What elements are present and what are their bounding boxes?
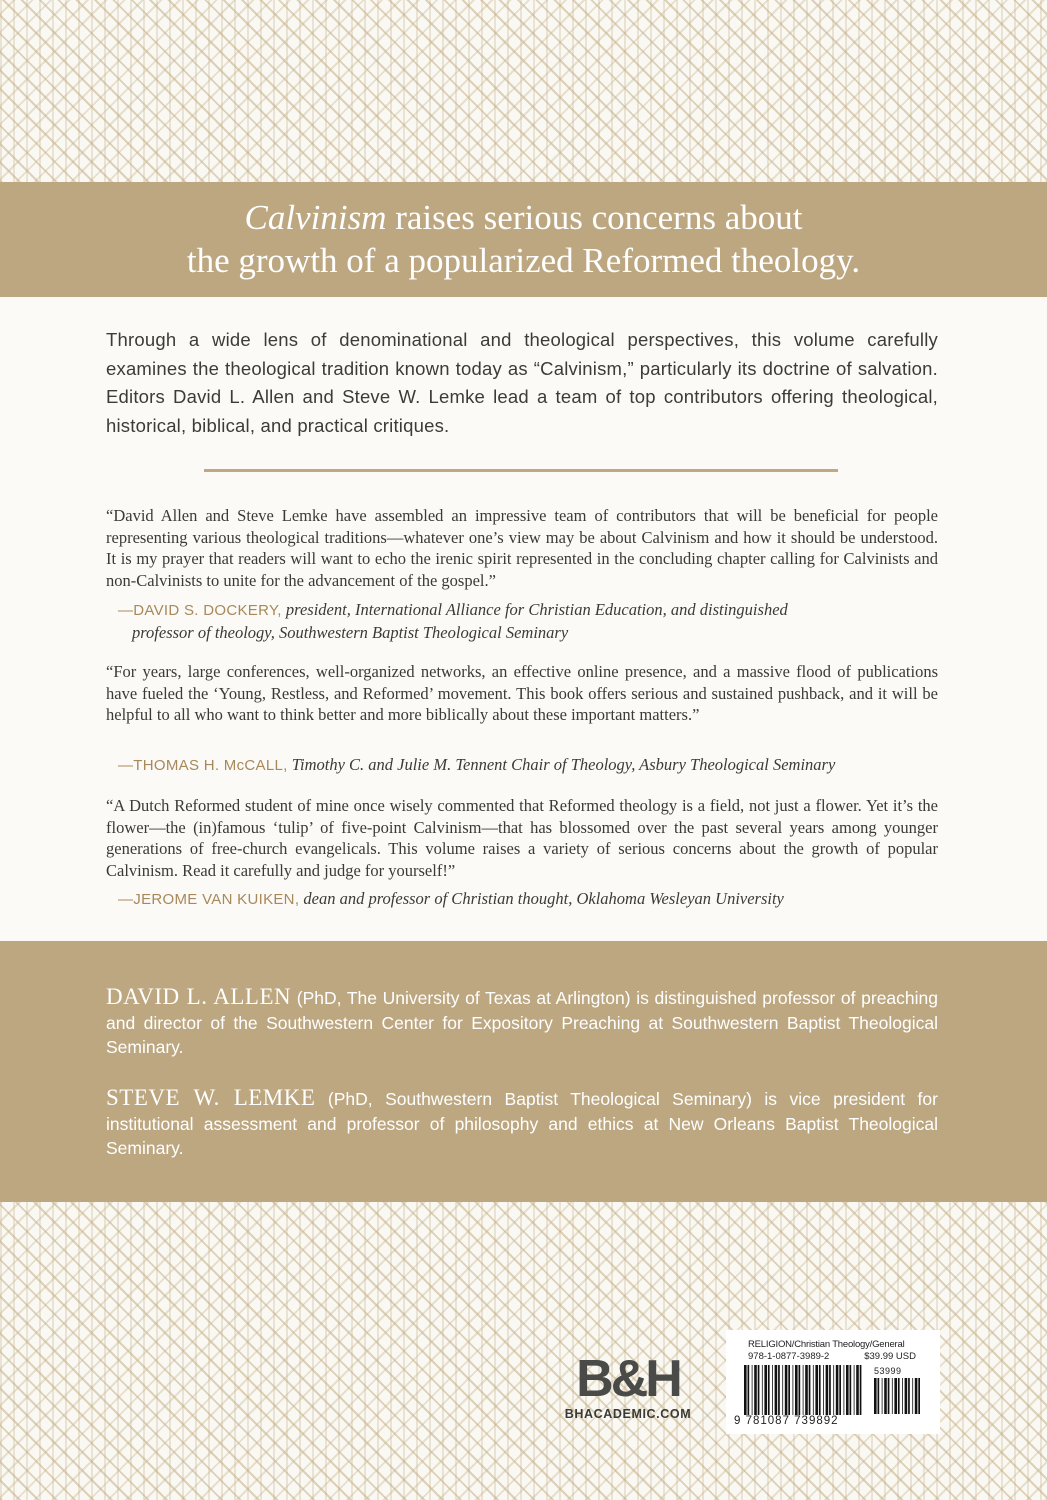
barcode-addon-number: 53999 <box>874 1366 902 1376</box>
author-bio-1 <box>106 985 938 1060</box>
endorser-name-3: —JEROME VAN KUIKEN, <box>118 891 300 908</box>
endorsement-attribution-3 <box>118 888 938 911</box>
endorser-role-2: Timothy C. and Julie M. Tennent Chair of Theology, Asbury Theological Seminary <box>287 755 836 774</box>
author-bio-band <box>0 941 1047 1202</box>
book-description: Through a wide lens of denominational and theological perspectives, this volume carefully examines the theological tradition known today as “Calvinism,” particularly its doctrine of salvation. Editors David L. Allen and Steve W. Lemke lead a team of top contributors offering theological, historical, biblical, and practical critiques. <box>106 329 938 436</box>
decorative-pattern-top <box>0 0 1047 182</box>
barcode-addon-bars <box>874 1378 922 1414</box>
author-bio-2 <box>106 1086 938 1161</box>
endorser-role-1-cont: professor of theology, Southwestern Baptist Theological Seminary <box>132 622 569 642</box>
headline-line1: raises serious concerns about <box>386 198 803 237</box>
divider-rule <box>204 469 838 472</box>
endorsement-attribution-1 <box>118 599 938 643</box>
endorser-name-2: —THOMAS H. McCALL, <box>118 757 288 774</box>
barcode-box <box>726 1330 940 1434</box>
endorser-role-3: dean and professor of Christian thought, Oklahoma Wesleyan University <box>299 889 784 908</box>
endorsement-quote-1: “David Allen and Steve Lemke have assembled an impressive team of contributors that will be beneficial for people representing various theological traditions—whatever one’s view may be about Calvinism and how it should be understood. It is my prayer that readers will want to echo the irenic spirit represented in the concluding chapter calling for Calvinists and non-Calvinists to unite for the advancement of the gospel.” <box>106 506 938 590</box>
endorsement-attribution-2 <box>118 754 938 777</box>
endorser-role-1: president, International Alliance for Christian Education, and distinguished <box>281 600 788 619</box>
headline-italic-word: Calvinism <box>244 198 387 237</box>
endorsement-quote-2: “For years, large conferences, well-organized networks, an effective online presence, and a massive flood of publications have fueled the ‘Young, Restless, and Reformed’ movement. This book offers serious and sustained pushback, and it will be helpful to all who want to think better and more biblically about these important matters.” <box>106 662 938 725</box>
headline <box>0 196 1047 282</box>
author-bio-text-1: (PhD, The University of Texas at Arlington) is distinguished professor of preaching and director of the Southwestern Center for Expository Preaching at Southwestern Baptist Theological Seminary. <box>106 988 938 1058</box>
publisher-logo <box>548 1352 708 1421</box>
barcode-number: 9 781087 739892 <box>734 1415 839 1427</box>
author-bio-text-2: (PhD, Southwestern Baptist Theological Seminary) is vice president for institutional assessment and professor of philosophy and ethics at New Orleans Baptist Theological Seminary. <box>106 1089 938 1159</box>
barcode-main-bars <box>744 1365 862 1415</box>
headline-line2: the growth of a popularized Reformed theology. <box>186 241 861 280</box>
publisher-logo-mark: B&H <box>576 1350 680 1408</box>
bisac-category: RELIGION/Christian Theology/General <box>748 1339 905 1350</box>
isbn-text: 978-1-0877-3989-2 <box>748 1351 830 1362</box>
author-name-1: DAVID L. ALLEN <box>106 984 292 1009</box>
author-name-2: STEVE W. LEMKE <box>106 1085 316 1110</box>
publisher-url: BHACADEMIC.COM <box>564 1407 692 1421</box>
endorser-name-1: —DAVID S. DOCKERY, <box>118 602 282 619</box>
price-text: $39.99 USD <box>864 1351 916 1362</box>
endorsement-quote-3: “A Dutch Reformed student of mine once wisely commented that Reformed theology is a field, not just a flower. Yet it’s the flower—the (in)famous ‘tulip’ of five-point Calvinism—that has blossomed over the past several years among younger generations of free-church evangelicals. This volume raises a variety of serious concerns about the growth of popular Calvinism. Read it carefully and judge for yourself!” <box>106 796 938 880</box>
